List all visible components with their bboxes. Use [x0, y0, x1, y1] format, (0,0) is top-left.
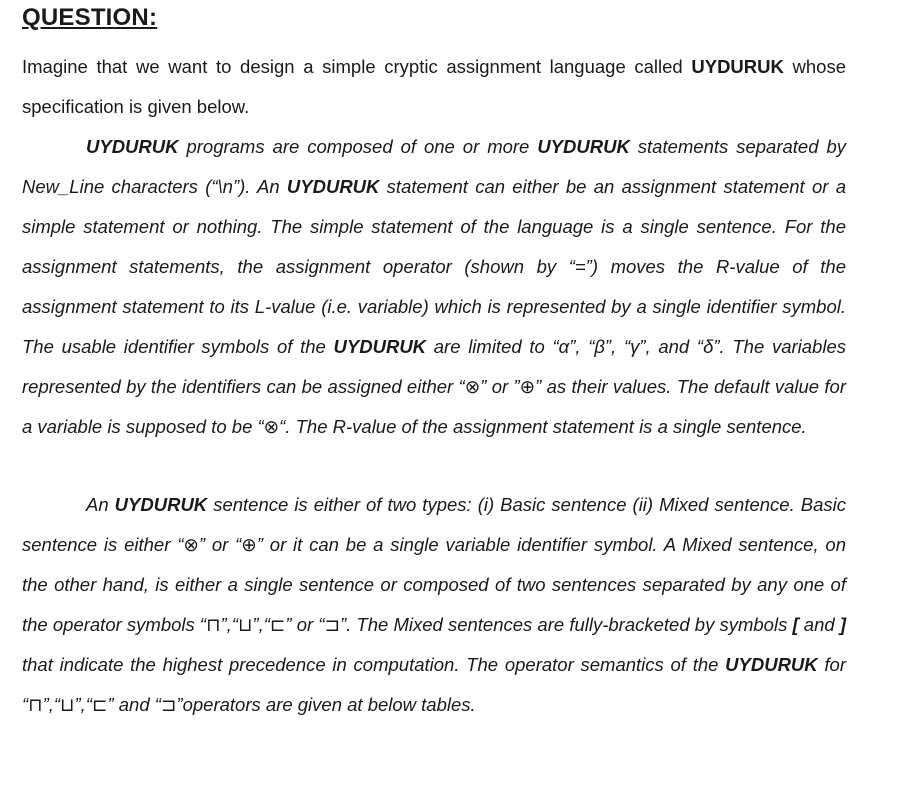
language-name: UYDURUK [537, 136, 630, 157]
programs-paragraph [22, 127, 846, 447]
paragraph-text: An [86, 494, 115, 515]
language-name: UYDURUK [286, 176, 380, 197]
paragraph-text: statements separated by New_Line characters (“\n”). An [22, 136, 846, 197]
question-heading: QUESTION: [22, 4, 158, 31]
close-bracket-symbol: ] [839, 614, 846, 635]
sentence-paragraph [22, 485, 846, 725]
language-name: UYDURUK [725, 654, 818, 675]
paragraph-text: that indicate the highest precedence in computation. The operator semantics of the [22, 654, 726, 675]
language-name: UYDURUK [333, 336, 427, 357]
intro-text-a: Imagine that we want to design a simple cryptic assignment language called [22, 56, 692, 77]
language-name: UYDURUK [114, 494, 208, 515]
paragraph-text: programs are composed of one or more [178, 136, 538, 157]
intro-text-b: whose specification is given below. [22, 56, 846, 117]
open-bracket-symbol: [ [792, 614, 799, 635]
paragraph-text: are limited to “α”, “β”, “γ”, and “δ”. The variables represented by the identifiers can be assigned either “⊗” or ”⊕” as their values. The default value for a variable is supposed to be “⊗“. The R-value of the assignment statement is a single sentence. [22, 336, 846, 437]
paragraph-text: statement can either be an assignment statement or a simple statement or nothing. The simple statement of the language is a single sentence. For the assignment statements, the assignment operator (shown by “=”) moves the R-value of the assignment statement to its L-value (i.e. variable) which is represented by a single identifier symbol. The usable identifier symbols of the [22, 176, 846, 357]
paragraph-text: sentence is either of two types: (i) Basic sentence (ii) Mixed sentence. Basic sentence is either “⊗” or “⊕” or it can be a single variable identifier symbol. A Mixed sentence, on the other hand, is either a single sentence or composed of two sentences separated by any one of the operator symbols “⊓”,“⊔”,“⊏” or “⊐”. The Mixed sentences are fully-bracketed by symbols [22, 494, 846, 635]
language-name: UYDURUK [86, 136, 179, 157]
paragraph-text: and [798, 614, 840, 635]
paragraph-text: for “⊓”,“⊔”,“⊏” and “⊐”operators are given at below tables. [22, 654, 846, 715]
intro-paragraph [22, 47, 846, 127]
language-name: UYDURUK [691, 56, 784, 77]
